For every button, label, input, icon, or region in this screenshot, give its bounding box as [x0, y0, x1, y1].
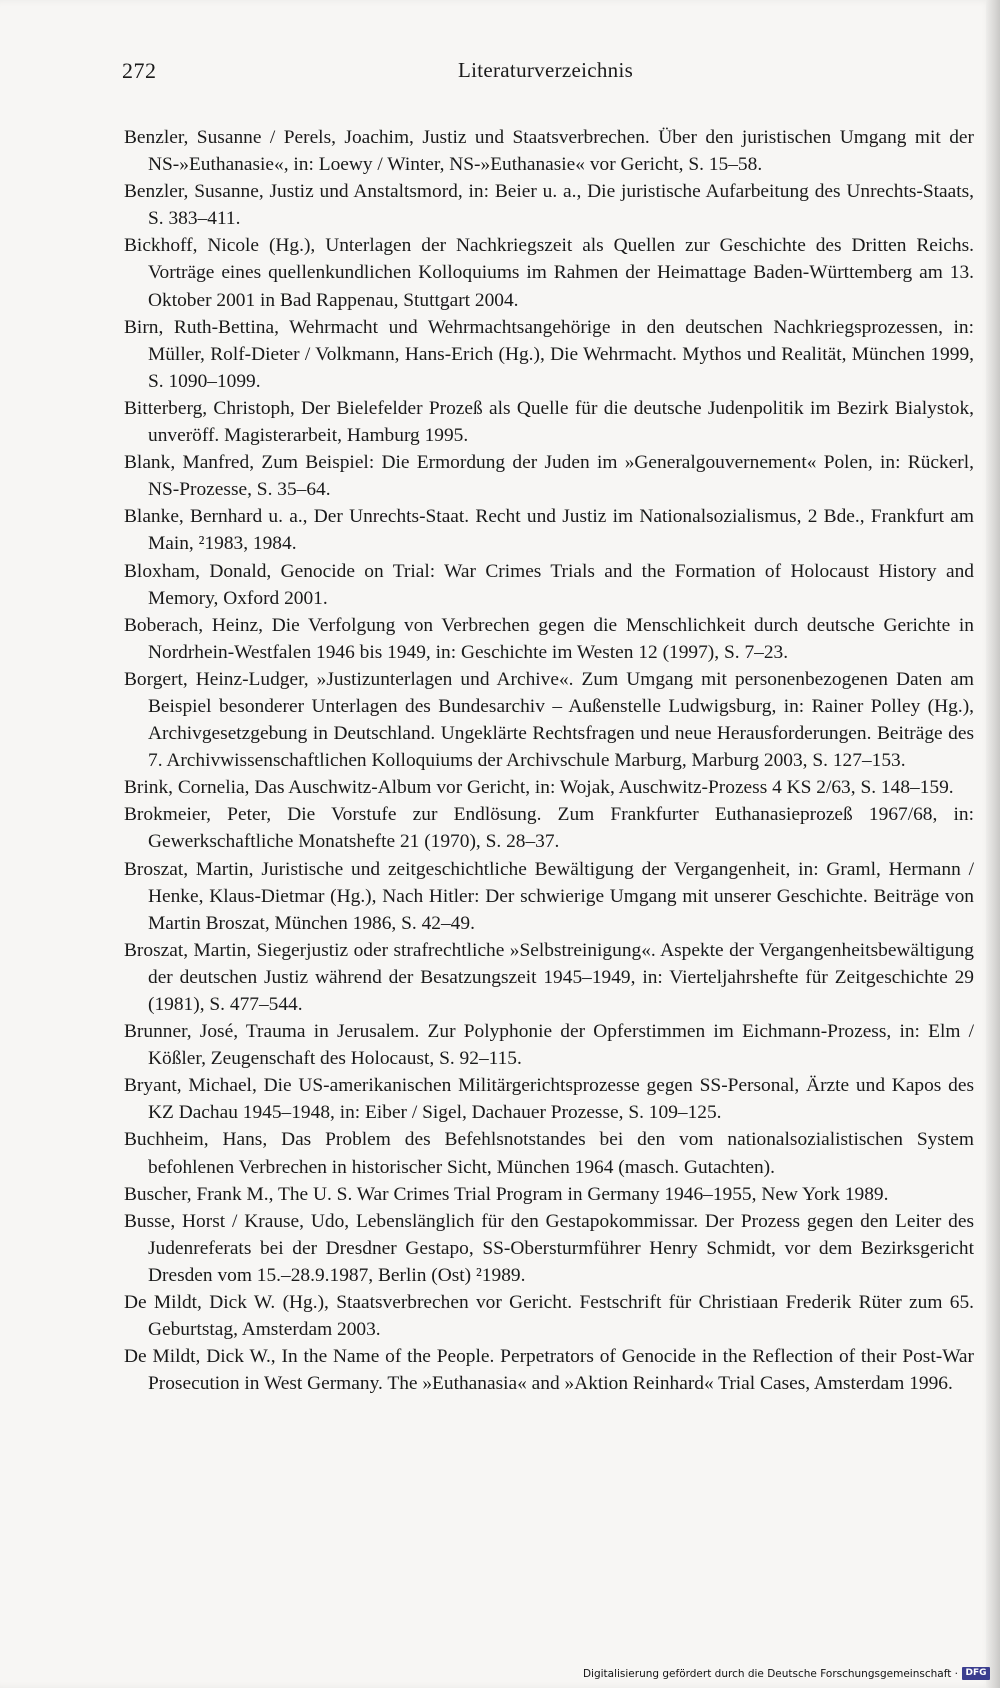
bibliography-entry: Broszat, Martin, Juristische und zeitgeschichtliche Bewältigung der Vergangenheit, in: Graml, Hermann / Henke, Klaus-Dietmar (Hg.), Nach Hitler: Der schwierige Umgang mit unserer Geschichte. Beiträge von Martin Broszat, München 1986, S. 42–49. [124, 858, 974, 934]
bibliography-entry: Benzler, Susanne / Perels, Joachim, Justiz und Staatsverbrechen. Über den juristischen Umgang mit der NS-»Euthanasie«, in: Loewy / Winter, NS-»Euthanasie« vor Gericht, S. 15–58. [124, 127, 974, 176]
running-title: Literaturverzeichnis [458, 58, 634, 82]
bibliography-entry: Bitterberg, Christoph, Der Bielefelder Prozeß als Quelle für die deutsche Judenpolitik im Bezirk Bialystok, unveröff. Magisterarbeit, Hamburg 1995. [124, 397, 974, 447]
bibliography-entry: Broszat, Martin, Siegerjustiz oder strafrechtliche »Selbstreinigung«. Aspekte der Vergangenheitsbewältigung der deutschen Justiz während der Besatzungszeit 1945–1949, in: Vierteljahrshefte für Zeitgeschichte 29 (1981), S. 477–544. [124, 939, 974, 1015]
bibliography-entry: Birn, Ruth-Bettina, Wehrmacht und Wehrmachtsangehörige in den deutschen Nachkriegsprozessen, in: Müller, Rolf-Dieter / Volkmann, Hans-Erich (Hg.), Die Wehrmacht. Mythos und Realität, München 1999, S. 1090–1099. [124, 316, 974, 392]
bibliography-list [124, 124, 974, 1397]
bibliography-entry: Buchheim, Hans, Das Problem des Befehlsnotstandes bei den vom nationalsozialistischen System befohlenen Verbrechen in historischer Sicht, München 1964 (masch. Gutachten). [124, 1129, 974, 1178]
page-number: 272 [122, 58, 157, 83]
bibliography-entry: De Mildt, Dick W., In the Name of the People. Perpetrators of Genocide in the Reflection of their Post-War Prosecution in West Germany. The »Euthanasia« and »Aktion Reinhard« Trial Cases, Amsterdam 1996. [124, 1346, 974, 1395]
bibliography-entry: Borgert, Heinz-Ludger, »Justizunterlagen und Archive«. Zum Umgang mit personenbezogenen Daten am Beispiel besonderer Unterlagen des Bundesarchiv – Außenstelle Ludwigsburg, in: Rainer Polley (Hg.), Archivgesetzgebung in Deutschland. Ungeklärte Rechtsfragen und neue Herausforderungen. Beiträge des 7. Archivwissenschaftlichen Kolloquiums der Archivschule Marburg, Marburg 2003, S. 127–153. [124, 668, 974, 772]
page-header [122, 58, 974, 88]
bibliography-entry: Bickhoff, Nicole (Hg.), Unterlagen der Nachkriegszeit als Quellen zur Geschichte des Dritten Reichs. Vorträge eines quellenkundlichen Kolloquiums im Rahmen der Heimattage Baden-Württemberg am 13. Oktober 2001 in Bad Rappenau, Stuttgart 2004. [124, 235, 974, 311]
bibliography-entry: Boberach, Heinz, Die Verfolgung von Verbrechen gegen die Menschlichkeit durch deutsche Gerichte in Nordrhein-Westfalen 1946 bis 1949, in: Geschichte im Westen 12 (1997), S. 7–23. [124, 614, 974, 663]
digitization-credit [583, 1667, 990, 1680]
bibliography-entry: Blank, Manfred, Zum Beispiel: Die Ermordung der Juden im »Generalgouvernement« Polen, in: Rückerl, NS-Prozesse, S. 35–64. [124, 452, 974, 501]
bibliography-entry: Brink, Cornelia, Das Auschwitz-Album vor Gericht, in: Wojak, Auschwitz-Prozess 4 KS 2/63, S. 148–159. [124, 777, 954, 799]
bibliography-entry: Brokmeier, Peter, Die Vorstufe zur Endlösung. Zum Frankfurter Euthanasieprozeß 1967/68, in: Gewerkschaftliche Monatshefte 21 (1970), S. 28–37. [124, 804, 974, 853]
bibliography-entry: De Mildt, Dick W. (Hg.), Staatsverbrechen vor Gericht. Festschrift für Christiaan Frederik Rüter zum 65. Geburtstag, Amsterdam 2003. [124, 1292, 974, 1341]
bibliography-entry: Buscher, Frank M., The U. S. War Crimes Trial Program in Germany 1946–1955, New York 1989. [124, 1183, 889, 1205]
bibliography-entry: Busse, Horst / Krause, Udo, Lebenslänglich für den Gestapokommissar. Der Prozess gegen den Leiter des Judenreferats bei der Dresdner Gestapo, SS-Obersturmführer Henry Schmidt, vor dem Bezirksgericht Dresden vom 15.–28.9.1987, Berlin (Ost) ²1989. [124, 1210, 974, 1286]
credit-text: Digitalisierung gefördert durch die Deutsche Forschungsgemeinschaft · [582, 1667, 958, 1680]
page-edge [986, 0, 1000, 1688]
dfg-logo: DFG [962, 1667, 990, 1680]
bibliography-entry: Bryant, Michael, Die US-amerikanischen Militärgerichtsprozesse gegen SS-Personal, Ärzte und Kapos des KZ Dachau 1945–1948, in: Eiber / Sigel, Dachauer Prozesse, S. 109–125. [124, 1075, 974, 1124]
bibliography-entry: Brunner, José, Trauma in Jerusalem. Zur Polyphonie der Opferstimmen im Eichmann-Prozess, in: Elm / Kößler, Zeugenschaft des Holocaust, S. 92–115. [124, 1021, 974, 1070]
bibliography-entry: Blanke, Bernhard u. a., Der Unrechts-Staat. Recht und Justiz im Nationalsozialismus, 2 Bde., Frankfurt am Main, ²1983, 1984. [124, 506, 974, 555]
bibliography-entry: Bloxham, Donald, Genocide on Trial: War Crimes Trials and the Formation of Holocaust History and Memory, Oxford 2001. [124, 560, 974, 609]
bibliography-entry: Benzler, Susanne, Justiz und Anstaltsmord, in: Beier u. a., Die juristische Aufarbeitung des Unrechts-Staats, S. 383–411. [124, 181, 974, 230]
